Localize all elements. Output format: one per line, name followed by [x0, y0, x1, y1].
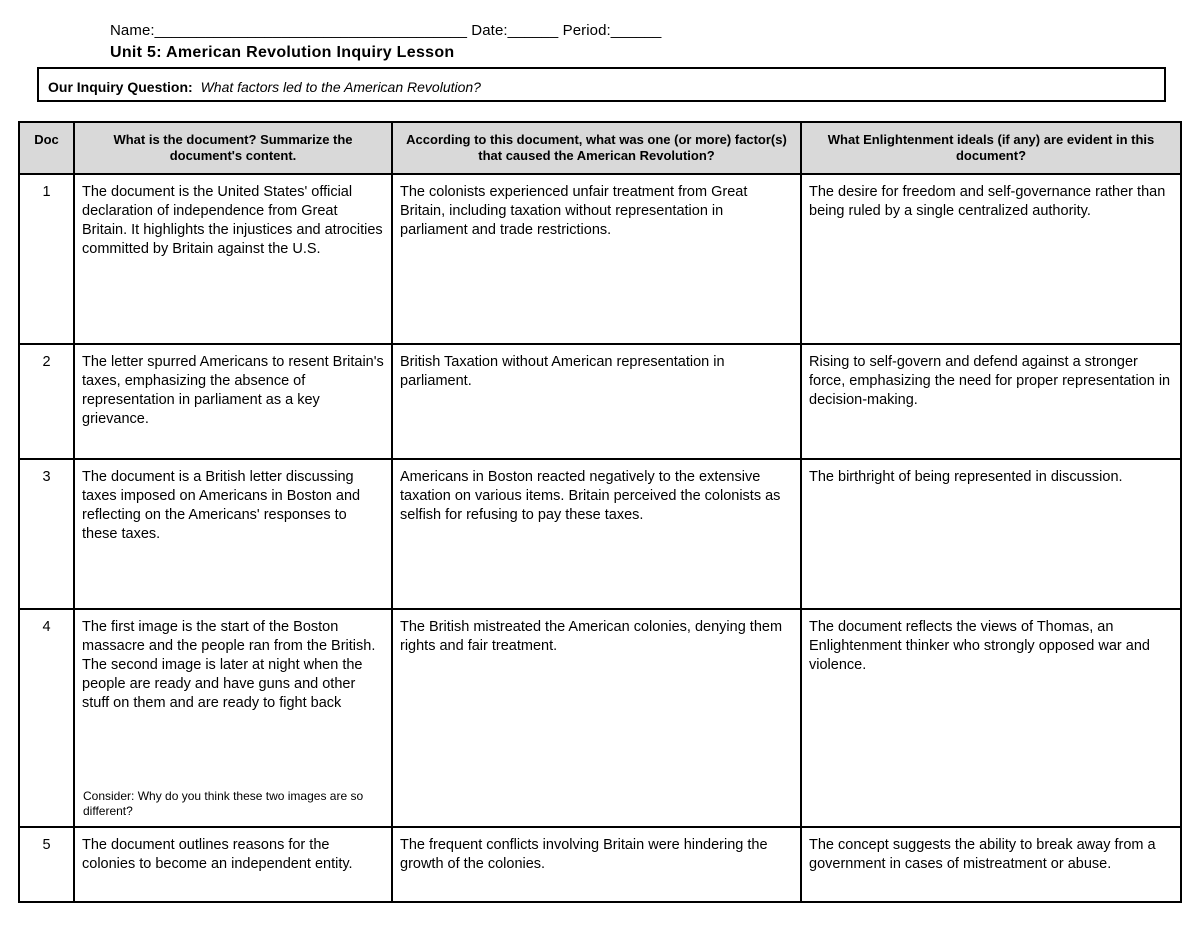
- table-row: [19, 459, 1181, 609]
- header-factors: According to this document, what was one (or more) factor(s) that caused the American Revolution?: [392, 122, 801, 174]
- factors-cell[interactable]: British Taxation without American representation in parliament.: [392, 344, 801, 459]
- table-row: [19, 174, 1181, 344]
- doc-number: 2: [19, 344, 74, 459]
- factors-cell[interactable]: The frequent conflicts involving Britain were hindering the growth of the colonies.: [392, 827, 801, 902]
- summary-text: The first image is the start of the Boston massacre and the people ran from the British. The second image is later at night when the people are ready and have guns and other stuff on them and are ready to fight back: [82, 619, 376, 711]
- consider-note: Consider: Why do you think these two images are so different?: [83, 789, 364, 818]
- name-date-period-line: Name:_____________________________________ Date:______ Period:______: [110, 22, 662, 39]
- header-ideals: What Enlightenment ideals (if any) are evident in this document?: [801, 122, 1181, 174]
- factors-cell[interactable]: Americans in Boston reacted negatively to the extensive taxation on various items. Britain perceived the colonists as selfish for refusing to pay these taxes.: [392, 459, 801, 609]
- table-row: [19, 609, 1181, 827]
- ideals-cell[interactable]: The concept suggests the ability to break away from a government in cases of mistreatment or abuse.: [801, 827, 1181, 902]
- doc-number: 3: [19, 459, 74, 609]
- header-doc: Doc: [19, 122, 74, 174]
- ideals-cell[interactable]: The birthright of being represented in discussion.: [801, 459, 1181, 609]
- ideals-cell[interactable]: The desire for freedom and self-governance rather than being ruled by a single centralized authority.: [801, 174, 1181, 344]
- header-summary: What is the document? Summarize the document's content.: [74, 122, 392, 174]
- doc-number: 1: [19, 174, 74, 344]
- inquiry-question-box: [37, 67, 1166, 102]
- factors-cell[interactable]: The British mistreated the American colonies, denying them rights and fair treatment.: [392, 609, 801, 827]
- summary-cell[interactable]: The document is a British letter discussing taxes imposed on Americans in Boston and reflecting on the Americans' responses to these taxes.: [74, 459, 392, 609]
- table-row: [19, 344, 1181, 459]
- ideals-cell[interactable]: The document reflects the views of Thomas, an Enlightenment thinker who strongly opposed war and violence.: [801, 609, 1181, 827]
- inquiry-question-label: Our Inquiry Question:: [48, 79, 193, 95]
- summary-cell[interactable]: The letter spurred Americans to resent Britain's taxes, emphasizing the absence of representation in parliament as a key grievance.: [74, 344, 392, 459]
- doc-number: 4: [19, 609, 74, 827]
- table-row: [19, 827, 1181, 902]
- table-header-row: [19, 122, 1181, 174]
- factors-cell[interactable]: The colonists experienced unfair treatment from Great Britain, including taxation without representation in parliament and trade restrictions.: [392, 174, 801, 344]
- summary-cell[interactable]: [74, 609, 392, 827]
- ideals-cell[interactable]: Rising to self-govern and defend against a stronger force, emphasizing the need for proper representation in decision-making.: [801, 344, 1181, 459]
- summary-cell[interactable]: The document outlines reasons for the colonies to become an independent entity.: [74, 827, 392, 902]
- unit-title: Unit 5: American Revolution Inquiry Lesson: [110, 44, 455, 61]
- inquiry-question-text: What factors led to the American Revolution?: [200, 79, 481, 95]
- summary-cell[interactable]: The document is the United States' official declaration of independence from Great Britain. It highlights the injustices and atrocities committed by Britain against the U.S.: [74, 174, 392, 344]
- inquiry-table: [18, 121, 1182, 903]
- doc-number: 5: [19, 827, 74, 902]
